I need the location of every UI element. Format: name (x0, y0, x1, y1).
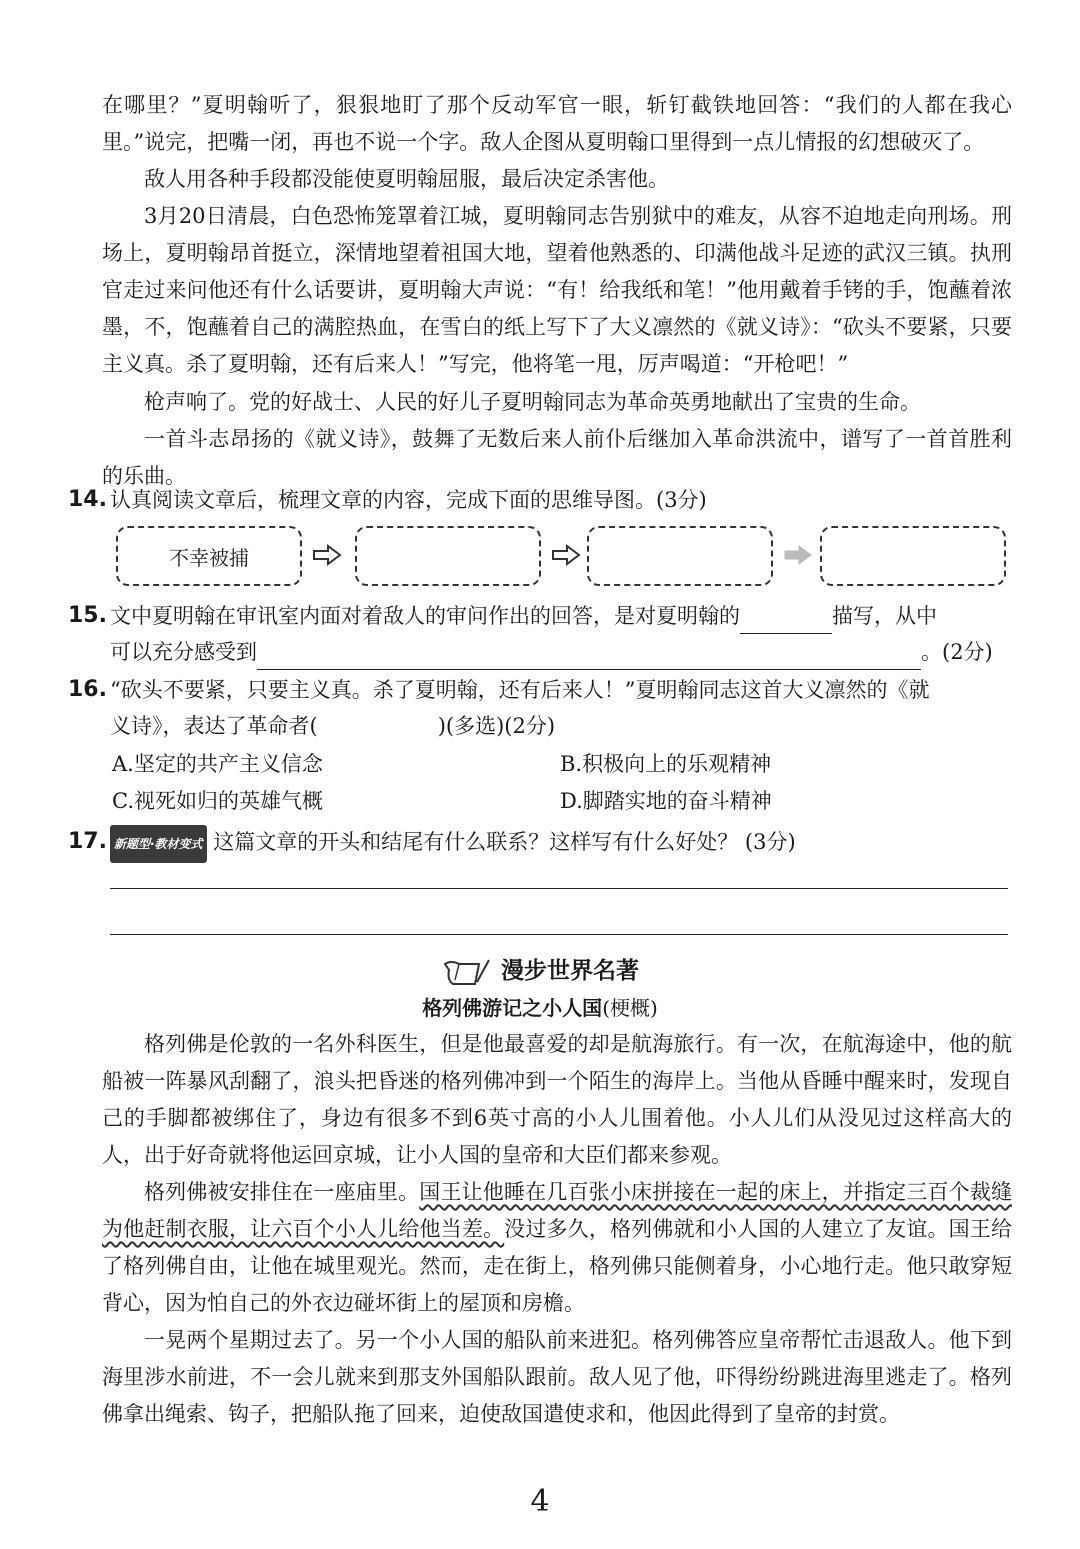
story-text: 格列佛被安排住在一座庙里。 (144, 1180, 420, 1204)
mindmap-box-4[interactable] (820, 526, 1006, 586)
story-paragraph-2 (102, 1174, 1012, 1322)
question-15 (68, 598, 1018, 672)
mindmap-box-2[interactable] (355, 526, 541, 586)
question-14 (68, 482, 1018, 518)
section-title-text: 漫步世界名著 (501, 958, 639, 984)
mindmap-box-label: 不幸被捕 (169, 545, 249, 570)
question-number: 14. (68, 487, 107, 512)
story-title (0, 992, 1080, 1021)
question-text-part: 义诗》，表达了革命者( (110, 714, 318, 738)
answer-line-1[interactable] (110, 888, 1008, 889)
question-text-part: )(多选)(2分) (437, 714, 556, 738)
question-16 (68, 672, 1018, 746)
section-title (0, 952, 1080, 988)
answer-blank[interactable] (740, 611, 832, 634)
question-text-part: 文中夏明翰在审讯室内面对着敌人的审问作出的回答，是对夏明翰的 (110, 604, 740, 628)
question-text-part: 可以充分感受到 (110, 640, 257, 664)
story-text: 没过多久，格列佛就和小人国的人建立了友谊。国王给了格列佛自由，让他在城里观光。然而，走在街上，格列佛只能侧着身，小心地行走。他只敢穿短背心，因为怕自己的外衣边碰坏街上的屋顶和房檐。 (102, 1217, 1013, 1315)
underlined-sentence: 国王让他睡在几百张小床拼接在一起的床上，并指定三百个裁缝为他赶制衣服，让六百个小人儿给他当差。 (102, 1180, 1013, 1241)
answer-blank[interactable] (257, 647, 921, 670)
question-text (110, 672, 1010, 744)
new-question-type-badge: 新题型·教材变式 (110, 825, 207, 863)
answer-line-2[interactable] (110, 934, 1008, 935)
option-a[interactable]: A.坚定的共产主义信念 (112, 752, 323, 776)
passage-paragraph-5: 一首斗志昂扬的《就义诗》，鼓舞了无数后来人前仆后继加入革命洪流中，谱写了一首首胜利的乐曲。 (102, 427, 1012, 488)
story-title-note: (梗概) (602, 996, 658, 1020)
option-b[interactable]: B.积极向上的乐观精神 (560, 752, 772, 776)
question-text: 认真阅读文章后，梳理文章的内容，完成下面的思维导图。(3分) (110, 488, 707, 512)
scroll-icon (441, 956, 493, 988)
mindmap-box-3[interactable] (587, 526, 773, 586)
question-number: 17. (68, 829, 107, 854)
arrow-right-icon (551, 544, 581, 566)
question-text (110, 598, 1010, 670)
option-d[interactable]: D.脚踏实地的奋斗精神 (560, 789, 772, 813)
question-number: 16. (68, 677, 107, 702)
question-text-part: “砍头不要紧，只要主义真。杀了夏明翰，还有后来人！”夏明翰同志这首大义凛然的《就 (110, 678, 930, 702)
question-text-part: 描写，从中 (832, 604, 937, 628)
passage-paragraph-3: 3月20日清晨，白色恐怖笼罩着江城，夏明翰同志告别狱中的难友，从容不迫地走向刑场。刑场上，夏明翰昂首挺立，深情地望着祖国大地，望着他熟悉的、印满他战斗足迹的武汉三镇。执刑官走过来问他还有什么话要讲，夏明翰大声说：“有！给我纸和笔！”他用戴着手铐的手，饱蘸着浓墨，不，饱蘸着自己的满腔热血，在雪白的纸上写下了大义凛然的《就义诗》：“砍头不要紧，只要主义真。杀了夏明翰，还有后来人！”写完，他将笔一甩，厉声喝道：“开枪吧！” (102, 204, 1012, 376)
passage-paragraph-1: 在哪里？”夏明翰听了，狠狠地盯了那个反动军官一眼，斩钉截铁地回答：“我们的人都在我心里。”说完，把嘴一闭，再也不说一个字。敌人企图从夏明翰口里得到一点儿情报的幻想破灭了。 (102, 93, 1012, 154)
story-paragraph-3: 一晃两个星期过去了。另一个小人国的船队前来进犯。格列佛答应皇帝帮忙击退敌人。他下到海里涉水前进，不一会儿就来到那支外国船队跟前。敌人见了他，吓得纷纷跳进海里逃走了。格列佛拿出绳索、钩子，把船队拖了回来，迫使敌国遣使求和，他因此得到了皇帝的封赏。 (102, 1328, 1012, 1426)
story-title-text: 格列佛游记之小人国 (422, 996, 603, 1020)
passage-paragraph-4: 枪声响了。党的好战士、人民的好儿子夏明翰同志为革命英勇地献出了宝贵的生命。 (144, 390, 921, 414)
question-text-part: 这篇文章的开头和结尾有什么联系？这样写有什么好处？ (3分) (213, 830, 796, 854)
page-number: 4 (530, 1484, 550, 1519)
option-c[interactable]: C.视死如归的英雄气概 (112, 789, 323, 813)
mindmap-box-1 (116, 526, 302, 586)
story-paragraph-1: 格列佛是伦敦的一名外科医生，但是他最喜爱的却是航海旅行。有一次，在航海途中，他的航船被一阵暴风刮翻了，浪头把昏迷的格列佛冲到一个陌生的海岸上。当他从昏睡中醒来时，发现自己的手脚都被绑住了，身边有很多不到6英寸高的小人儿围着他。小人儿们从没见过这样高大的人，出于好奇就将他运回京城，让小人国的皇帝和大臣们都来参观。 (102, 1032, 1012, 1167)
arrow-right-icon (783, 544, 813, 566)
passage-paragraph-2: 敌人用各种手段都没能使夏明翰屈服，最后决定杀害他。 (144, 167, 669, 191)
question-text-part: 。(2分) (921, 640, 993, 664)
question-17 (68, 824, 1018, 860)
question-text (110, 824, 1010, 863)
arrow-right-icon (312, 544, 342, 566)
question-number: 15. (68, 603, 107, 628)
